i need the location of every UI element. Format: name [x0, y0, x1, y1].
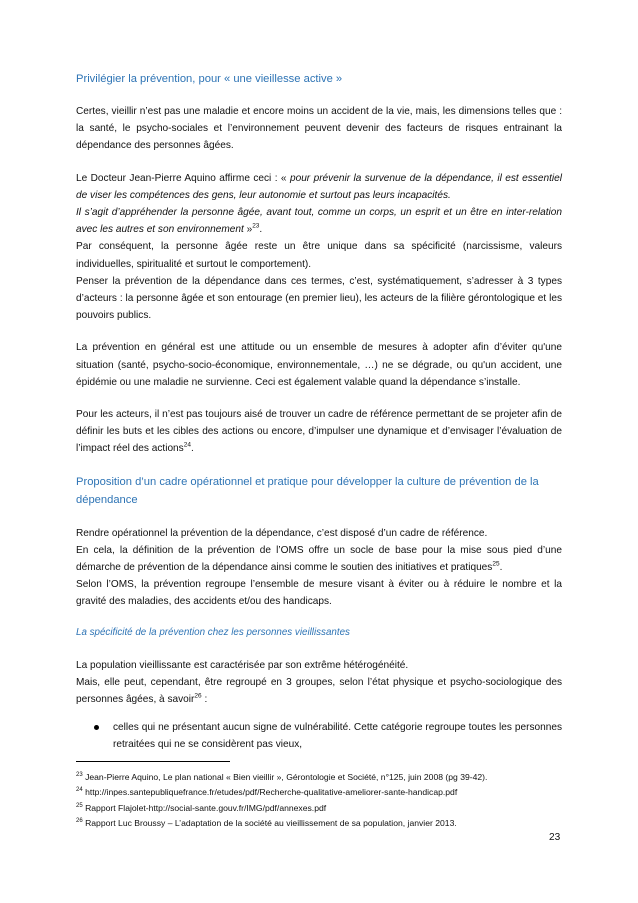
paragraph: La prévention en général est une attitude ou un ensemble de mesures à adopter afin d’éviter qu'une situation (santé, psycho-socio-économique, environnementale, …) ne se dégrade, ou qu'un accident, une épidémie ou une maladie ne survienne. Ceci est également valable quand la dépendance s’installe.: [76, 342, 562, 388]
footnotes: [76, 770, 566, 831]
page-number: 23: [549, 832, 561, 843]
paragraph: Certes, vieillir n’est pas une maladie et encore moins un accident de la vie, mais, les dimensions telles que : la santé, le psycho-sociales et l’environnement peuvent devenir des facteurs de risques entrainant la dépendance des personnes âgées.: [76, 106, 562, 152]
section-heading-framework: Proposition d’un cadre opérationnel et pratique pour développer la culture de prévention de la dépendance: [76, 475, 539, 506]
footnote-ref[interactable]: 24: [183, 442, 191, 450]
quote-paragraph: [76, 170, 562, 204]
footnote: [76, 770, 566, 785]
list-item-text: celles qui ne présentant aucun signe de vulnérabilité. Cette catégorie regroupe toutes les personnes retraitées qui ne se considèrent pas vieux,: [113, 722, 562, 751]
paragraph: Penser la prévention de la dépendance dans ces termes, c’est, systématiquement, s’adresser à 3 types d’acteurs : la personne âgée et son entourage (en premier lieu), les acteurs de la filière gérontologique et les pouvoirs publics.: [76, 275, 562, 322]
paragraph-text: Le Docteur Jean-Pierre Aquino affirme ceci : «: [76, 172, 290, 184]
footnote-link[interactable]: Rapport Flajolet-http://social-sante.gouv.fr/IMG/pdf/annexes.pdf: [82, 802, 327, 813]
footnote-number: 24: [76, 787, 83, 794]
paragraph: Rendre opérationnel la prévention de la dépendance, c’est disposé d’un cadre de référence.: [76, 527, 488, 539]
footnote: [76, 801, 566, 816]
paragraph-text: Pour les acteurs, il n’est pas toujours aisé de trouver un cadre de référence permettant de se projeter afin de définir les buts et les cibles des actions ou encore, d’impulser une dynamique et d’envisager l’évaluation de l’impact réel des actions: [76, 409, 562, 455]
paragraph: La population vieillissante est caractérisée par son extrême hétérogénéité.: [76, 659, 409, 671]
quote-close: »: [243, 224, 253, 236]
bullet-icon: [94, 725, 99, 730]
footnote-number: 26: [76, 818, 83, 825]
footnote-number: 25: [76, 802, 83, 809]
punctuation: .: [259, 224, 263, 236]
paragraph: [76, 674, 562, 708]
footnote-separator: [76, 761, 230, 762]
footnote-text: Rapport Luc Broussy – L’adaptation de la société au vieillissement de sa population, janvier 2013.: [82, 817, 457, 828]
paragraph: Selon l’OMS, la prévention regroupe l’ensemble de mesure visant à éviter ou à réduire le nombre et la gravité des maladies, des accidents et/ou des handicaps.: [76, 579, 562, 608]
subsection-heading-specificity: La spécificité de la prévention chez les personnes vieillissantes: [76, 626, 350, 638]
page-body: [76, 72, 562, 754]
paragraph-text: Mais, elle peut, cependant, être regroupé en 3 groupes, selon l’état physique et psycho-sociologique des personnes âgées, à savoir: [76, 676, 562, 706]
punctuation: :: [201, 694, 208, 706]
footnote-ref[interactable]: 23: [252, 222, 260, 230]
list-item: [76, 719, 562, 753]
footnote-ref[interactable]: 25: [492, 560, 500, 568]
punctuation: .: [499, 562, 503, 574]
paragraph: Par conséquent, la personne âgée reste un être unique dans sa spécificité (narcissisme, valeurs individuelles, spiritualité et surtout le comportement).: [76, 241, 562, 270]
quote-text: pour prévenir la survenue de la dépendance, il est essentiel de viser les compétences des gens, leur autonomie et surtout pas leurs incapacités.: [76, 172, 562, 201]
paragraph-text: En cela, la définition de la prévention de l’OMS offre un socle de base pour la mise sous pied d’une démarche de prévention de la dépendance ainsi comme le soutien des initiatives et pratiques: [76, 544, 562, 574]
quote-text: Il s’agit d’appréhender la personne âgée, avant tout, comme un corps, un esprit et un être en inter-relation avec les autres et son environnement: [76, 207, 562, 236]
footnote-link[interactable]: http://inpes.santepubliquefrance.fr/etudes/pdf/Recherche-qualitative-ameliorer-sante-handicap.pdf: [82, 787, 458, 798]
footnote: [76, 816, 566, 831]
paragraph: [76, 542, 562, 576]
quote-paragraph-continued: [76, 204, 562, 238]
footnote-number: 23: [76, 772, 83, 779]
punctuation: .: [190, 443, 194, 455]
footnote-text: Jean-Pierre Aquino, Le plan national « Bien vieillir », Gérontologie et Société, n°125, juin 2008 (pg 39-42).: [82, 772, 488, 782]
footnote: [76, 785, 566, 800]
footnote-ref[interactable]: 26: [194, 692, 202, 700]
section-heading-prevention: Privilégier la prévention, pour « une vieillesse active »: [76, 73, 343, 85]
paragraph: [76, 406, 562, 458]
